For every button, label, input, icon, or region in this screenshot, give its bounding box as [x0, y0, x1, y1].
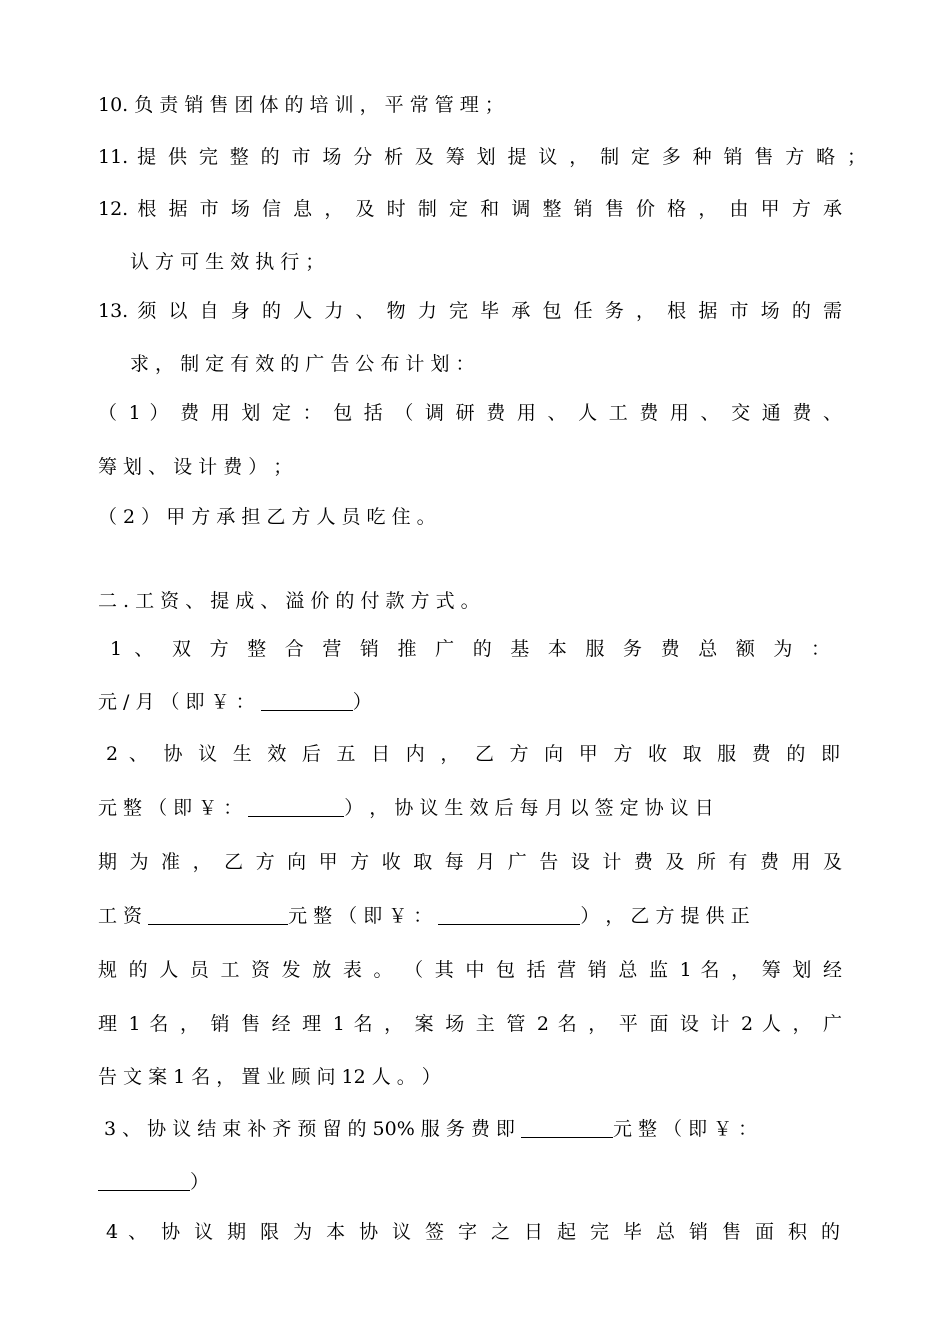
- payment-2-cont-e: 理 1 名 ， 销 售 经 理 1 名 ， 案 场 主 管 2 名 ， 平 面 设 计 2 人 ， 广: [98, 1013, 842, 1035]
- amount-blank: [98, 1172, 190, 1191]
- payment-2: 2 、 协 议 生 效 后 五 日 内 ， 乙 方 向 甲 方 收 取 服 费 的 即: [106, 743, 840, 765]
- payment-3: 3 、 协 议 结 束 补 齐 预 留 的 50% 服 务 费 即 元 整 （ 即 ￥ ：: [104, 1118, 758, 1140]
- section-2-heading: 二 . 工 资 、 提 成 、 溢 价 的 付 款 方 式 。: [98, 590, 480, 612]
- payment-2-cont-f: 告 文 案 1 名 ， 置 业 顾 问 12 人 。 ）: [98, 1066, 441, 1088]
- payment-1: 1 、 双 方 整 合 营 销 推 广 的 基 本 服 务 费 总 额 为 ：: [110, 638, 830, 660]
- amount-blank: [248, 798, 344, 817]
- item-1-cont: 筹 划 、 设 计 费 ） ；: [98, 456, 293, 478]
- clause-12-cont: 认 方 可 生 效 执 行 ；: [130, 251, 325, 273]
- amount-blank: [521, 1119, 613, 1138]
- payment-4: 4 、 协 议 期 限 为 本 协 议 签 字 之 日 起 完 毕 总 销 售 面 积 的: [106, 1221, 840, 1243]
- clause-13: 13. 须 以 自 身 的 人 力 、 物 力 完 毕 承 包 任 务 ， 根 据 市 场 的 需: [98, 300, 842, 322]
- payment-3-cont: ）: [98, 1168, 860, 1196]
- item-1: （ 1 ） 费 用 划 定 ： 包 括 （ 调 研 费 用 、 人 工 费 用 、 交 通 费 、: [98, 402, 842, 424]
- clause-11: 11. 提 供 完 整 的 市 场 分 析 及 筹 划 提 议 ， 制 定 多 种 销 售 方 略 ；: [98, 146, 866, 168]
- payment-2-cont-c: 工 资 元 整 （ 即 ￥ ： ） ， 乙 方 提 供 正: [98, 905, 750, 927]
- amount-blank: [148, 906, 288, 925]
- clause-12: 12. 根 据 市 场 信 息 ， 及 时 制 定 和 调 整 销 售 价 格 ， 由 甲 方 承: [98, 198, 842, 220]
- payment-1-cont: 元 / 月 （ 即 ￥ ： ）: [98, 691, 372, 713]
- payment-2-cont-b: 期 为 准 ， 乙 方 向 甲 方 收 取 每 月 广 告 设 计 费 及 所 有 费 用 及: [98, 851, 842, 873]
- amount-blank: [438, 906, 580, 925]
- amount-blank: [261, 692, 353, 711]
- payment-2-cont-a: 元 整 （ 即 ￥ ： ） ， 协 议 生 效 后 每 月 以 签 定 协 议 日: [98, 797, 714, 819]
- clause-10: 10. 负 责 销 售 团 体 的 培 训 ， 平 常 管 理 ；: [98, 94, 504, 116]
- clause-13-cont: 求 ， 制 定 有 效 的 广 告 公 布 计 划 ：: [130, 353, 475, 375]
- item-2: （ 2 ） 甲 方 承 担 乙 方 人 员 吃 住 。: [98, 506, 436, 528]
- payment-2-cont-d: 规 的 人 员 工 资 发 放 表 。 （ 其 中 包 括 营 销 总 监 1 名 ， 筹 划 经: [98, 959, 842, 981]
